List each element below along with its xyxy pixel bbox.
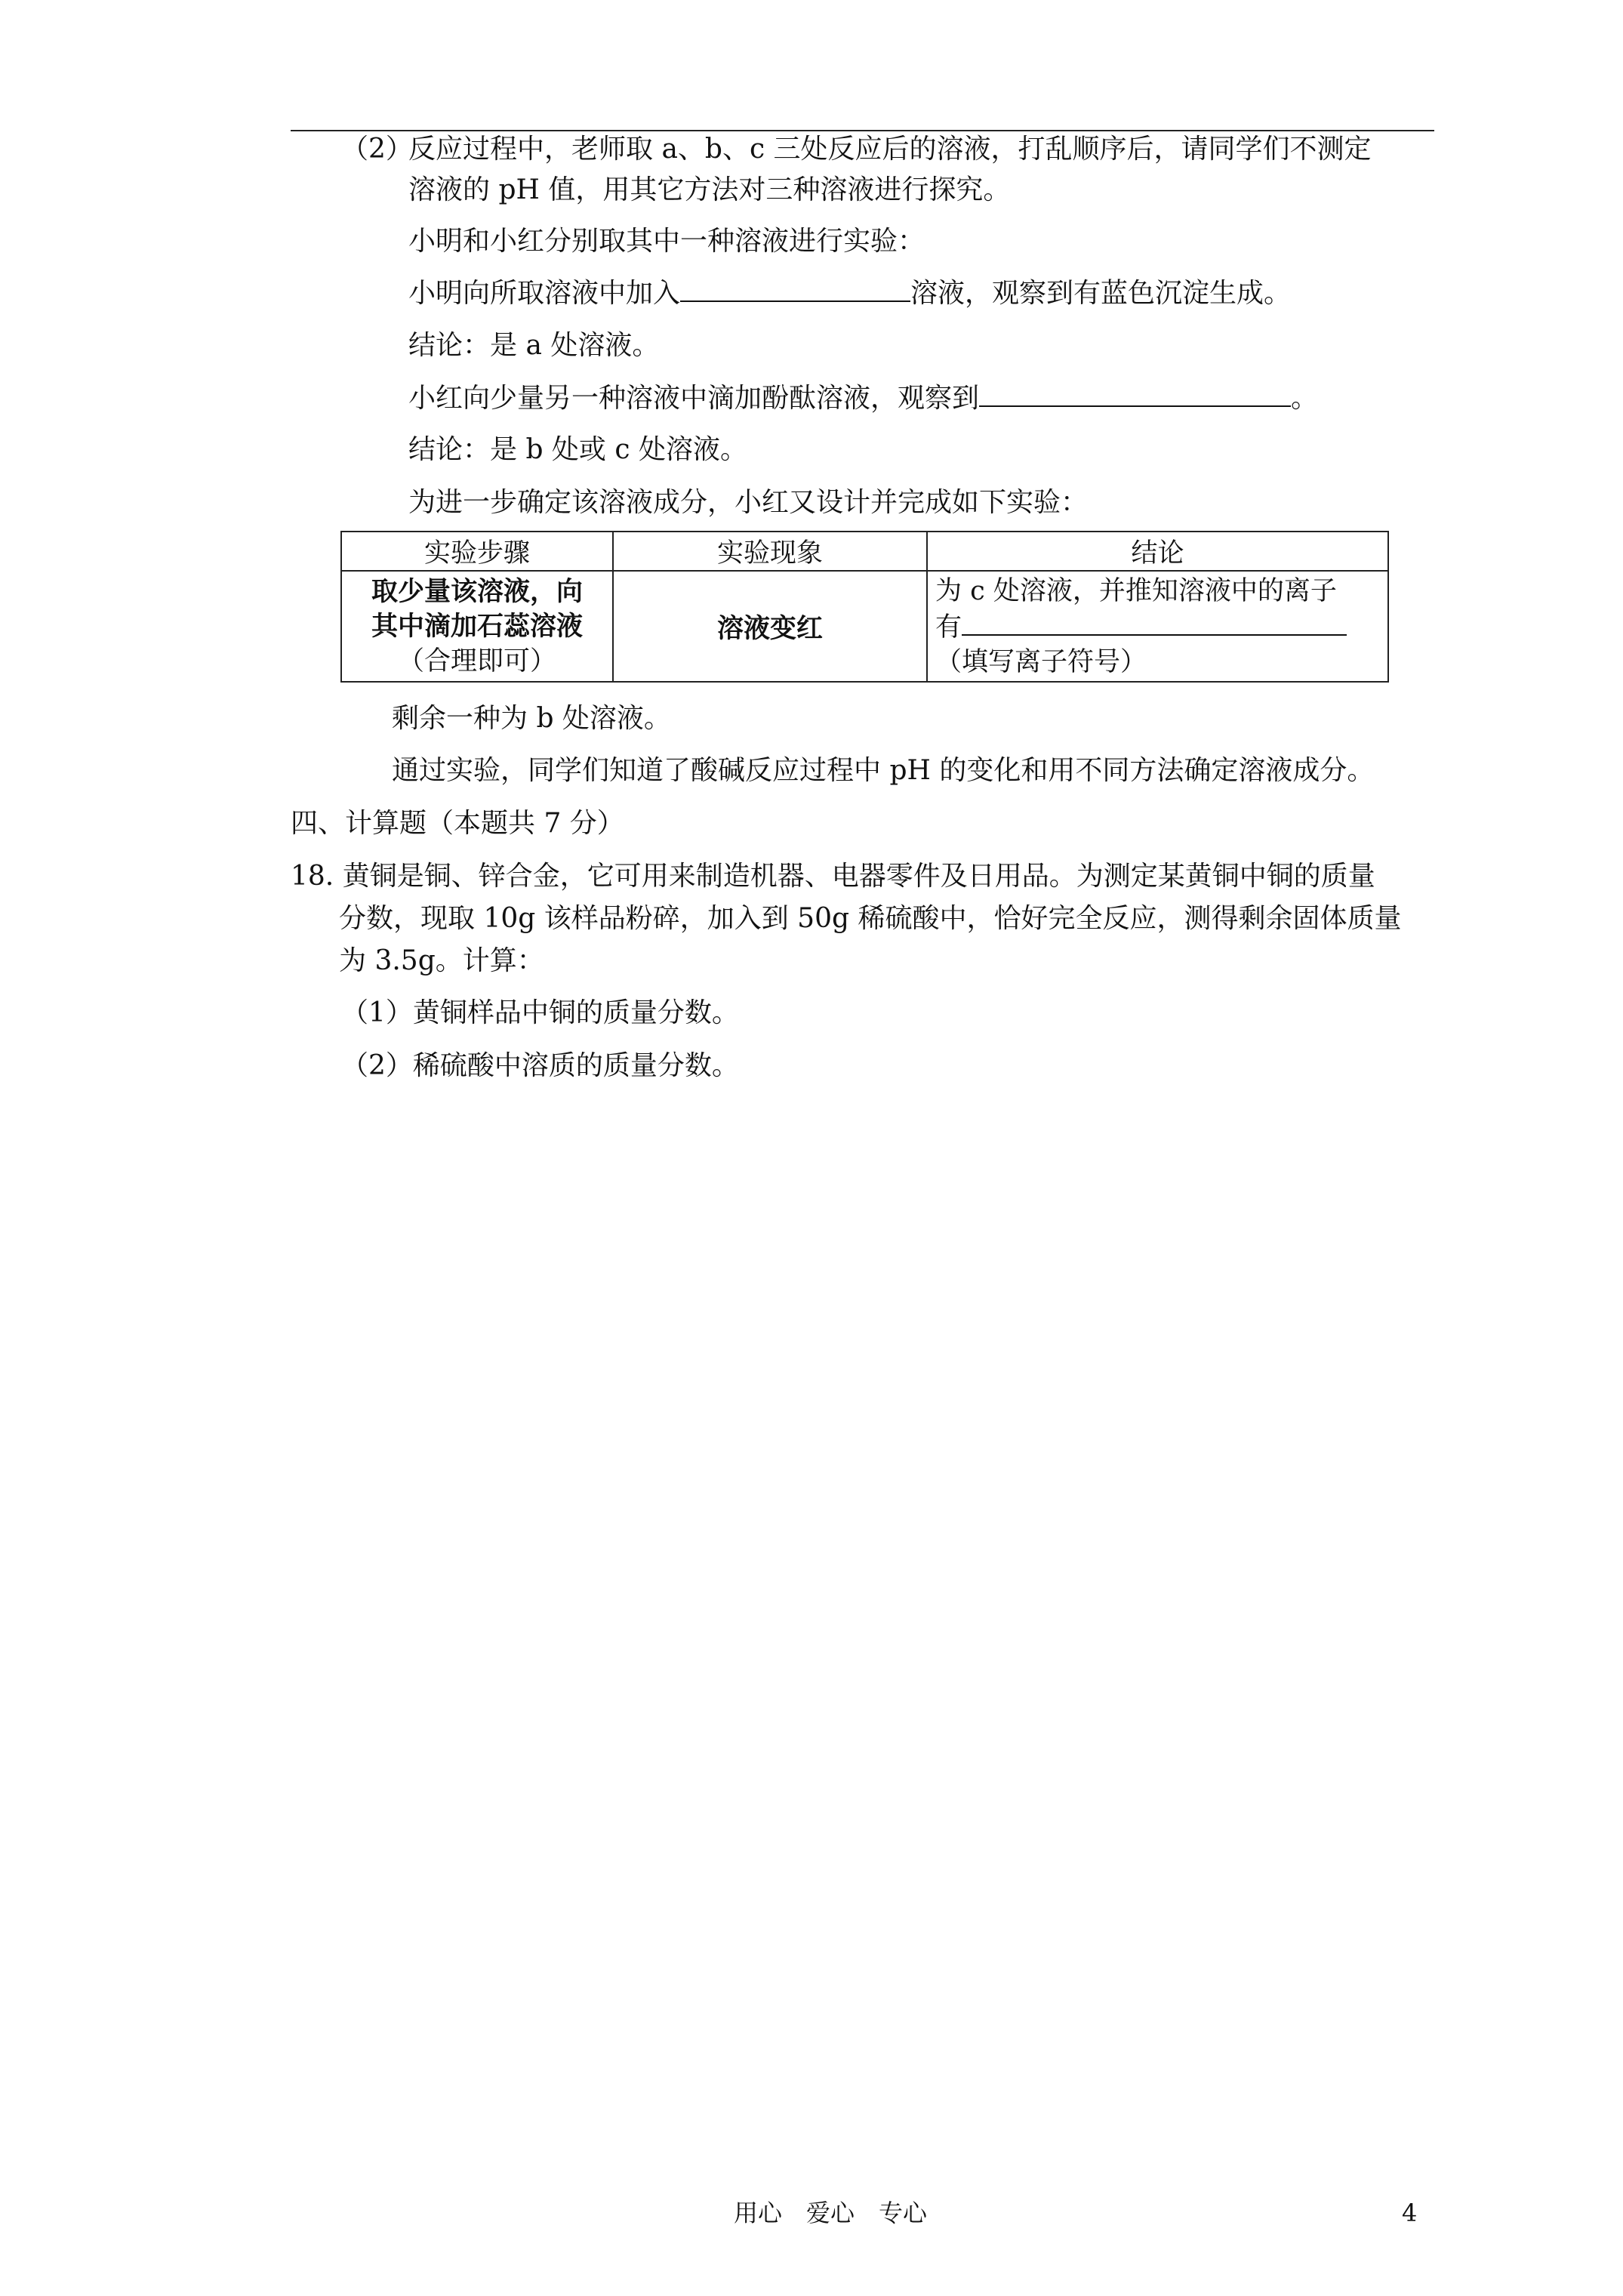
footer-motto: 用心 爱心 专心 [734,2199,928,2227]
conclusion-you: 有 [935,612,962,643]
xiaoming-text-after: 溶液，观察到有蓝色沉淀生成。 [910,278,1292,309]
conclusion-line3: （填写离子符号） [935,646,1147,677]
q18-line2: 分数，现取 10g 该样品粉碎，加入到 50g 稀硫酸中，恰好完全反应，测得剩余固体质量 [339,903,1402,934]
q18-line1: 18. 黄铜是铜、锌合金，它可用来制造机器、电器零件及日用品。为测定某黄铜中铜的质量 [291,861,1375,892]
q18-sub1: （1）黄铜样品中铜的质量分数。 [341,997,739,1028]
experiment-intro: 小明和小红分别取其中一种溶液进行实验： [408,226,925,257]
phenomenon-cell: 溶液变红 [613,571,927,682]
summary-text: 通过实验，同学们知道了酸碱反应过程中 pH 的变化和用不同方法确定溶液成分。 [392,755,1375,786]
conclusion-bc: 结论：是 b 处或 c 处溶液。 [408,434,747,465]
steps-cell [341,571,613,682]
header-steps: 实验步骤 [341,532,613,571]
q18-line3: 为 3.5g。计算： [339,945,544,976]
xiaohong-sentence [408,380,1318,417]
q18-sub2: （2）稀硫酸中溶质的质量分数。 [341,1050,739,1081]
table-header-row [341,532,1388,571]
step-line3: （合理即可） [397,646,556,676]
step-line2: 其中滴加石蕊溶液 [371,610,583,642]
xiaoming-text-before: 小明向所取溶液中加入 [408,278,681,309]
remaining-solution: 剩余一种为 b 处溶液。 [392,703,671,734]
step-line1: 取少量该溶液，向 [371,575,583,607]
conclusion-a: 结论：是 a 处溶液。 [408,330,660,361]
conclusion-cell [927,571,1388,682]
conclusion-line1: 为 c 处溶液，并推知溶液中的离子 [935,575,1337,606]
conclusion-line2 [935,609,1380,645]
header-phenomenon: 实验现象 [613,532,927,571]
experiment-table [340,531,1389,683]
further-experiment-intro: 为进一步确定该溶液成分，小红又设计并完成如下实验： [408,487,1089,518]
xiaoming-sentence [408,275,1291,312]
reagent-blank[interactable] [680,275,910,302]
table-row [341,571,1388,682]
part2-label: （2） [341,134,413,165]
xiaohong-text-before: 小红向少量另一种溶液中滴加酚酞溶液，观察到 [408,383,980,414]
observation-blank[interactable] [979,380,1291,407]
ion-blank[interactable] [962,609,1347,636]
page-number: 4 [1402,2199,1418,2227]
section-heading: 四、计算题（本题共 7 分） [291,808,624,839]
xiaohong-text-after: 。 [1291,383,1319,414]
part2-text-line1: 反应过程中，老师取 a、b、c 三处反应后的溶液，打乱顺序后，请同学们不测定 [408,134,1372,165]
part2-text-line2: 溶液的 pH 值，用其它方法对三种溶液进行探究。 [408,174,1011,205]
header-conclusion: 结论 [927,532,1388,571]
